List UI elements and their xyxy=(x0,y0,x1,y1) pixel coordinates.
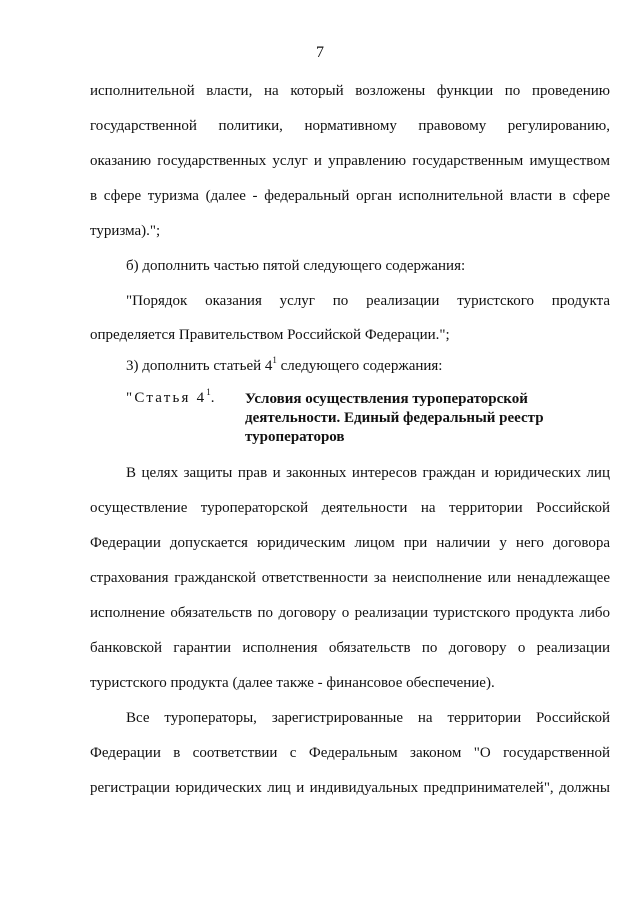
body-line: Федерации допускается юридическим лицом при наличии у него договора xyxy=(90,535,610,551)
text-line: оказанию государственных услуг и управлению государственным имуществом xyxy=(90,153,610,169)
body-line: В целях защиты прав и законных интересов граждан и юридических лиц xyxy=(126,465,610,481)
body-line: банковской гарантии исполнения обязательств по договору о реализации xyxy=(90,640,610,656)
body-line: страхования гражданской ответственности за неисполнение или ненадлежащее xyxy=(90,570,610,586)
text-line: "Порядок оказания услуг по реализации туристского продукта xyxy=(126,293,610,309)
item-3-sup: 1 xyxy=(272,355,277,365)
body-line: исполнение обязательств по договору о реализации туристского продукта либо xyxy=(90,605,610,621)
text-line: туризма)."; xyxy=(90,223,161,239)
item-3-tail: следующего содержания: xyxy=(276,358,443,374)
text-line: определяется Правительством Российской Федерации."; xyxy=(90,327,450,343)
article-heading xyxy=(126,387,215,407)
body-line: туристского продукта (далее также - финансовое обеспечение). xyxy=(90,675,495,691)
body-line: Все туроператоры, зарегистрированные на территории Российской xyxy=(126,710,610,726)
article-prefix: "Статья 4 xyxy=(126,390,207,406)
text-line: в сфере туризма (далее - федеральный орган исполнительной власти в сфере xyxy=(90,188,610,204)
article-dot: . xyxy=(210,390,215,406)
page-number: 7 xyxy=(316,44,324,61)
article-sup: 1 xyxy=(206,387,211,397)
article-title-line: Условия осуществления туроператорской xyxy=(245,391,528,407)
body-line: осуществление туроператорской деятельности на территории Российской xyxy=(90,500,610,516)
body-line: регистрации юридических лиц и индивидуальных предпринимателей", должны xyxy=(90,780,610,796)
text-line: б) дополнить частью пятой следующего содержания: xyxy=(126,258,466,274)
article-title-line: деятельности. Единый федеральный реестр xyxy=(245,410,544,426)
text-line: исполнительной власти, на который возложены функции по проведению xyxy=(90,83,610,99)
text-line: государственной политики, нормативному правовому регулированию, xyxy=(90,118,610,134)
article-title-line: туроператоров xyxy=(245,429,345,445)
item-3-text: 3) дополнить статьей 4 xyxy=(126,358,273,374)
article-title xyxy=(245,390,575,447)
body-line: Федерации в соответствии с Федеральным законом "О государственной xyxy=(90,745,610,761)
item-3-line xyxy=(126,357,610,375)
